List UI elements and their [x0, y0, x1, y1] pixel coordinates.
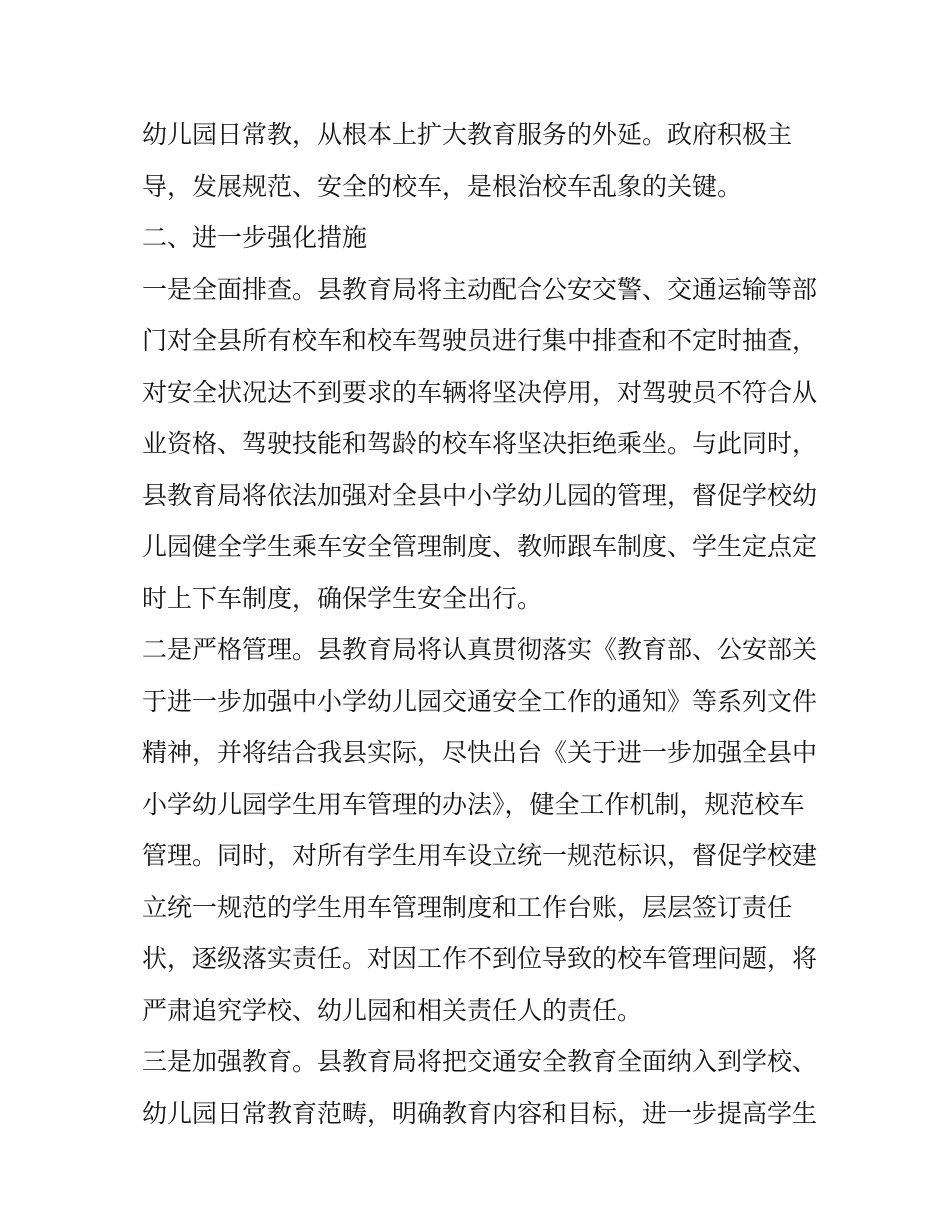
text-line-19: 三是加强教育。县教育局将把交通安全教育全面纳入到学校、: [142, 1047, 818, 1076]
text-line-20: 幼儿园日常教育范畴，明确教育内容和目标，进一步提高学生: [142, 1098, 818, 1128]
text-line-1: 幼儿园日常教，从根本上扩大教育服务的外延。政府积极主: [142, 120, 793, 149]
text-line-13: 精神，并将结合我县实际，尽快出台《关于进一步加强全县中: [142, 738, 818, 767]
text-line-10: 时上下车制度，确保学生安全出行。: [142, 583, 543, 613]
text-line-17: 状，逐级落实责任。对因工作不到位导致的校车管理问题，将: [142, 944, 818, 973]
document-body: [142, 109, 822, 1139]
text-line-15: 管理。同时，对所有学生用车设立统一规范标识，督促学校建: [142, 841, 818, 870]
text-line-11: 二是严格管理。县教育局将认真贯彻落实《教育部、公安部关: [142, 635, 818, 664]
section-heading: 二、进一步强化措施: [142, 223, 368, 252]
text-line-4: 一是全面排查。县教育局将主动配合公安交警、交通运输等部: [142, 274, 818, 304]
text-line-9: 儿园健全学生乘车安全管理制度、教师跟车制度、学生定点定: [142, 532, 818, 561]
text-line-18: 严肃追究学校、幼儿园和相关责任人的责任。: [142, 995, 643, 1025]
text-line-7: 业资格、驾驶技能和驾龄的校车将坚决拒绝乘坐。与此同时，: [142, 429, 818, 458]
text-line-6: 对安全状况达不到要求的车辆将坚决停用，对驾驶员不符合从: [142, 377, 818, 407]
text-line-14: 小学幼儿园学生用车管理的办法》，健全工作机制，规范校车: [142, 789, 805, 819]
text-line-5: 门对全县所有校车和校车驾驶员进行集中排查和不定时抽查，: [142, 326, 818, 355]
text-line-2: 导，发展规范、安全的校车，是根治校车乱象的关键。: [142, 171, 743, 201]
text-line-8: 县教育局将依法加强对全县中小学幼儿园的管理，督促学校幼: [142, 480, 818, 510]
text-line-12: 于进一步加强中小学幼儿园交通安全工作的通知》等系列文件: [142, 686, 818, 716]
text-line-16: 立统一规范的学生用车管理制度和工作台账，层层签订责任: [142, 892, 793, 922]
